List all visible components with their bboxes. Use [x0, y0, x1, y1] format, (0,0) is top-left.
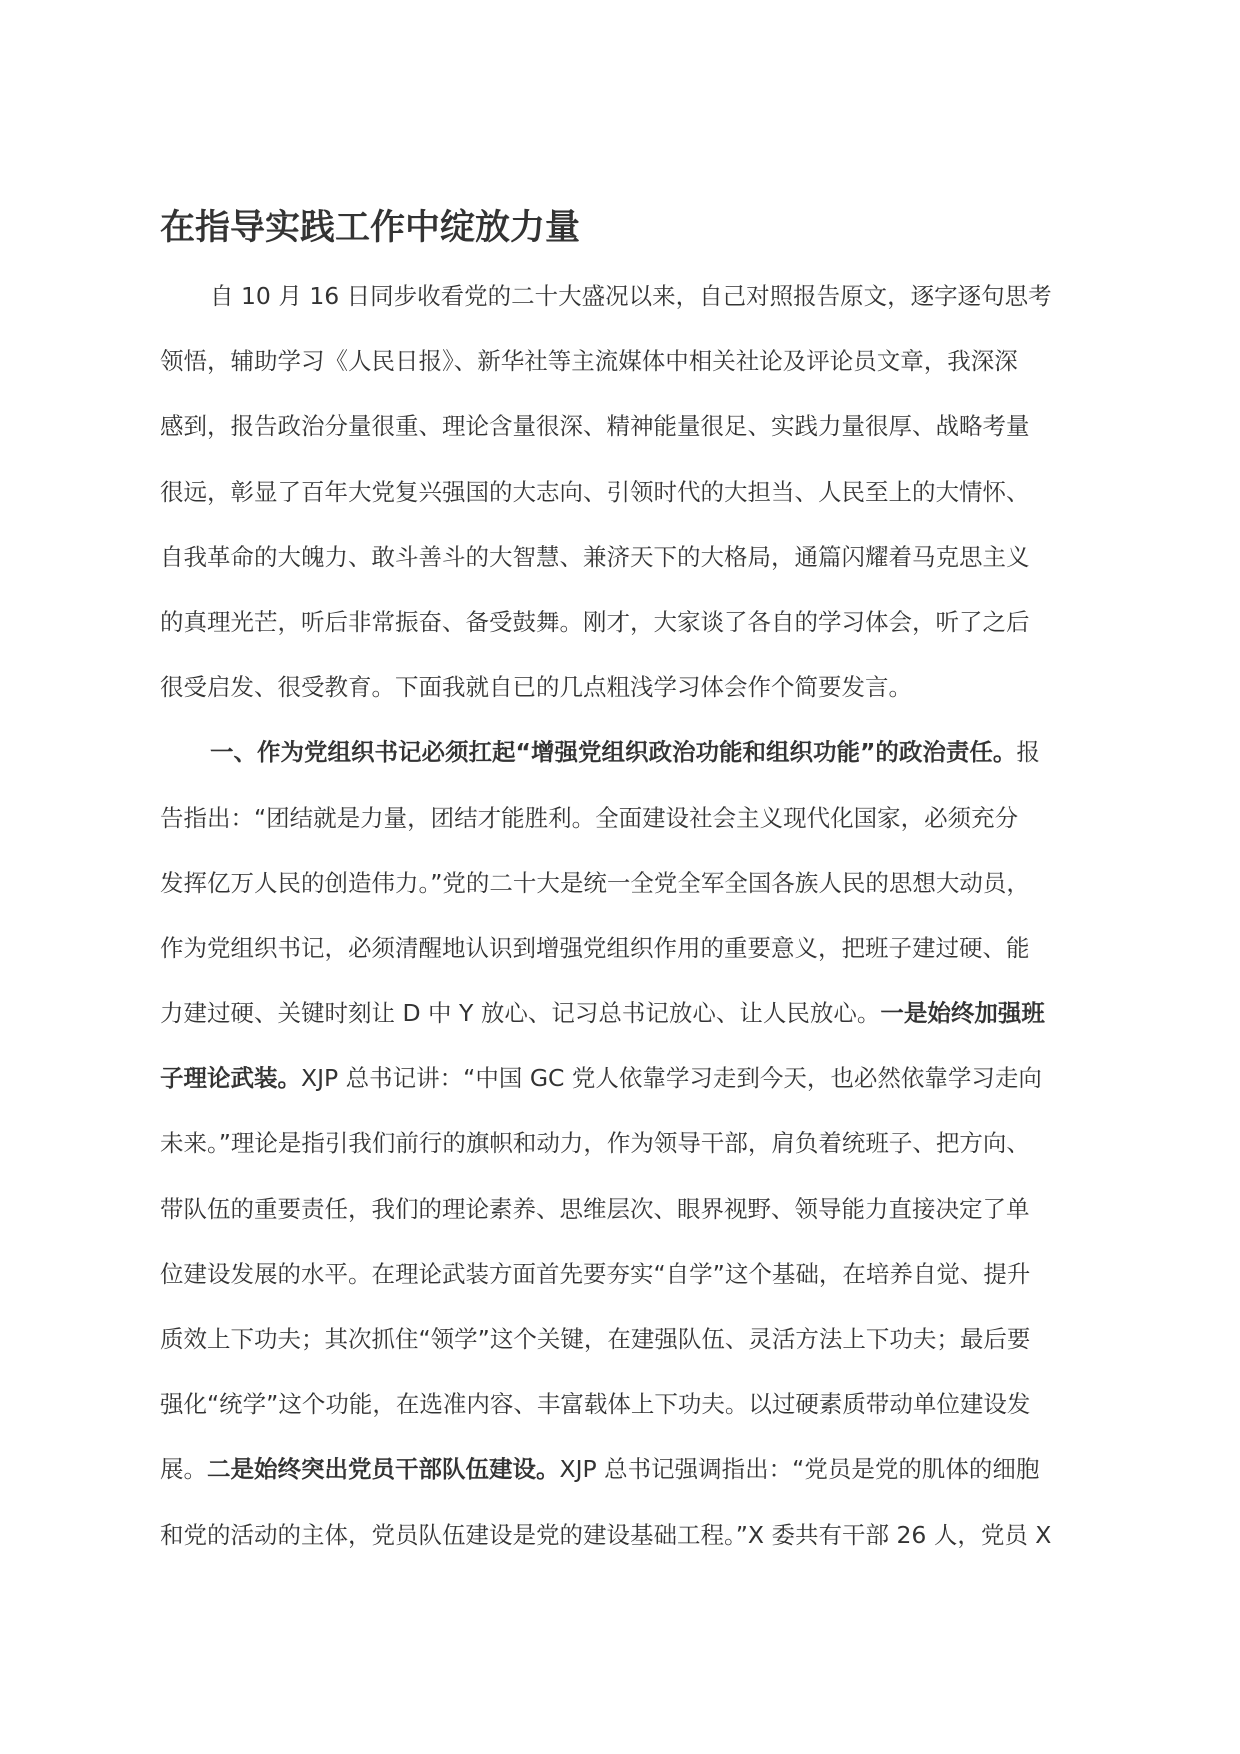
text-line	[160, 1451, 1090, 1516]
text-segment: 告指出：“团结就是力量，团结才能胜利。全面建设社会主义现代化国家，必须充分	[160, 803, 1019, 832]
text-segment: 带队伍的重要责任，我们的理论素养、思维层次、眼界视野、领导能力直接决定了单	[160, 1194, 1030, 1223]
bold-text-segment: 一、作为党组织书记必须扛起“增强党组织政治功能和组织功能”的政治责任。	[210, 738, 1017, 767]
text-segment: 位建设发展的水平。在理论武装方面首先要夯实“自学”这个基础，在培养自觉、提升	[160, 1259, 1031, 1288]
text-segment: XJP 总书记强调指出：“党员是党的肌体的细胞	[559, 1455, 1040, 1484]
text-segment: 展。	[160, 1455, 207, 1484]
text-line	[160, 1256, 1090, 1321]
text-segment: 报	[1016, 738, 1040, 767]
text-segment: 很受启发、很受教育。下面我就自已的几点粗浅学习体会作个简要发言。	[160, 673, 912, 702]
document-body	[160, 278, 1090, 1582]
text-line	[160, 995, 1090, 1060]
text-line	[160, 1386, 1090, 1451]
text-segment: 质效上下功夫；其次抓住“领学”这个关键，在建强队伍、灵活方法上下功夫；最后要	[160, 1325, 1031, 1353]
text-line	[160, 734, 1090, 799]
text-segment: 很远，彰显了百年大党复兴强国的大志向、引领时代的大担当、人民至上的大情怀、	[160, 477, 1030, 506]
bold-text-segment: 二是始终突出党员干部队伍建设。	[207, 1455, 560, 1484]
text-line	[160, 604, 1090, 669]
text-line	[160, 1125, 1090, 1190]
text-segment: 领悟，辅助学习《人民日报》、新华社等主流媒体中相关社论及评论员文章，我深深	[160, 347, 1018, 376]
text-segment: 自我革命的大魄力、敢斗善斗的大智慧、兼济天下的大格局，通篇闪耀着马克思主义	[160, 542, 1030, 571]
text-line	[160, 1191, 1090, 1256]
text-segment: 作为党组织书记，必须清醒地认识到增强党组织作用的重要意义，把班子建过硬、能	[160, 933, 1030, 962]
text-line	[160, 539, 1090, 604]
text-line	[160, 1060, 1090, 1125]
text-segment: 发挥亿万人民的创造伟力。”党的二十大是统一全党全军全国各族人民的思想大动员，	[160, 868, 1030, 897]
bold-text-segment: 一是始终加强班	[880, 999, 1045, 1028]
text-line	[160, 930, 1090, 995]
text-line	[160, 669, 1090, 734]
text-segment: 力建过硬、关键时刻让 D 中 Y 放心、记习总书记放心、让人民放心。	[160, 999, 881, 1028]
text-line	[160, 1517, 1090, 1582]
text-segment: 的真理光芒，听后非常振奋、备受鼓舞。刚才，大家谈了各自的学习体会，听了之后	[160, 607, 1030, 636]
text-line	[160, 1321, 1090, 1386]
text-line	[160, 800, 1090, 865]
text-segment: XJP 总书记讲：“中国 GC 党人依靠学习走到今天，也必然依靠学习走向	[301, 1064, 1042, 1093]
text-segment: 和党的活动的主体，党员队伍建设是党的建设基础工程。”X 委共有干部 26 人，党员 X	[160, 1520, 1052, 1549]
text-line	[160, 343, 1090, 408]
text-segment: 强化“统学”这个功能，在选准内容、丰富载体上下功夫。以过硬素质带动单位建设发	[160, 1390, 1031, 1419]
document-title: 在指导实践工作中绽放力量	[160, 208, 581, 248]
text-line	[160, 865, 1090, 930]
text-segment: 未来。”理论是指引我们前行的旗帜和动力，作为领导干部，肩负着统班子、把方向、	[160, 1129, 1030, 1158]
text-line	[160, 408, 1090, 473]
text-line	[160, 278, 1090, 343]
text-segment: 感到，报告政治分量很重、理论含量很深、精神能量很足、实践力量很厚、战略考量	[160, 412, 1030, 441]
text-segment: 自 10 月 16 日同步收看党的二十大盛况以来，自己对照报告原文，逐字逐句思考	[210, 282, 1052, 310]
text-line	[160, 474, 1090, 539]
bold-text-segment: 子理论武装。	[160, 1064, 301, 1093]
